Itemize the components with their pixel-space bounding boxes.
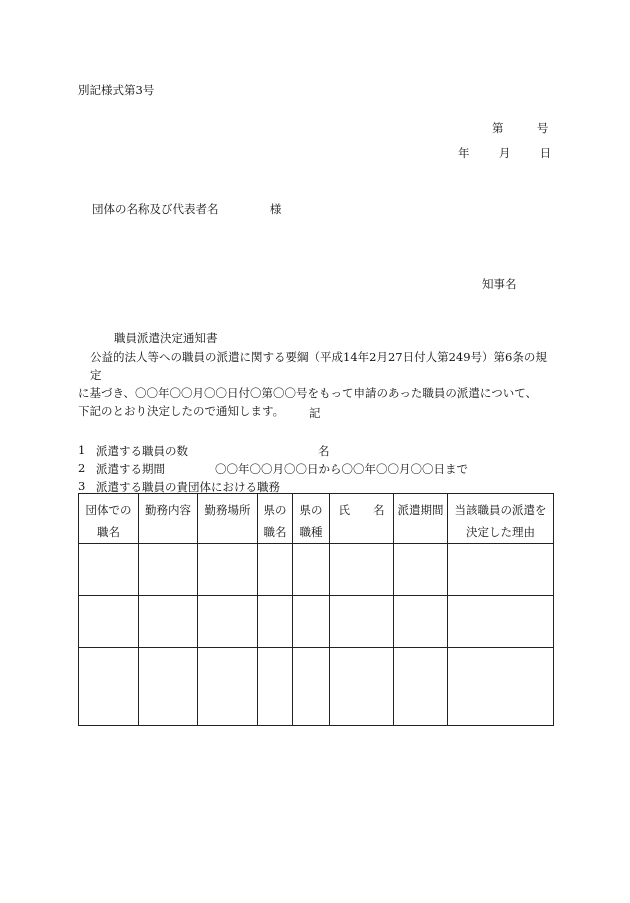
item-3 (78, 479, 280, 494)
table-row (79, 544, 554, 596)
table-cell (293, 544, 330, 596)
header-line-1: 勤務場所 (204, 503, 251, 517)
date-day: 日 (539, 146, 552, 160)
table-cell (198, 544, 258, 596)
doc-number (492, 120, 548, 136)
table-cell (79, 544, 139, 596)
table-cell (448, 596, 554, 648)
header-cell (293, 494, 330, 544)
table-row (79, 596, 554, 648)
table-cell (330, 596, 394, 648)
table-cell (198, 596, 258, 648)
date-year: 年 (458, 146, 470, 160)
table-cell (139, 596, 198, 648)
header-line-1: 県の (299, 503, 323, 517)
header-line-1: 氏 名 (338, 503, 385, 517)
table-cell (293, 596, 330, 648)
table-cell (79, 648, 139, 726)
item-2 (78, 461, 468, 476)
table-cell (448, 544, 554, 596)
doc-number-suffix: 号 (536, 121, 549, 135)
header-line-1: 勤務内容 (145, 503, 191, 517)
table-cell (293, 648, 330, 726)
table-cell (258, 596, 293, 648)
table-cell (448, 648, 554, 726)
body-line-2: に基づき、〇〇年〇〇月〇〇日付〇第〇〇号をもって申請のあった職員の派遣について、 (78, 386, 537, 400)
date-line (458, 145, 551, 161)
header-line-2: 決定した理由 (466, 525, 535, 539)
header-line-2: 職名 (263, 525, 287, 539)
item-3-label: 派遣する職員の貴団体における職務 (96, 480, 280, 494)
body-line-1: 公益的法人等への職員の派遣に関する要綱（平成14年2月27日付人第249号）第6条の規定 (90, 350, 547, 382)
header-line-1: 派遣期間 (397, 503, 444, 517)
table-cell (139, 544, 198, 596)
item-1 (78, 443, 330, 458)
header-cell (330, 494, 394, 544)
header-line-1: 当該職員の派遣を (454, 503, 547, 517)
item-2-value: 〇〇年〇〇月〇〇日から〇〇年〇〇月〇〇日まで (215, 462, 468, 476)
table-row (79, 648, 554, 726)
table-cell (394, 544, 448, 596)
table-cell (394, 596, 448, 648)
doc-number-prefix: 第 (492, 121, 504, 135)
date-month: 月 (498, 146, 511, 160)
header-line-1: 団体での (85, 503, 132, 517)
sender-name: 知事名 (482, 277, 517, 291)
table-header-row (79, 494, 554, 544)
table-cell (330, 544, 394, 596)
addressee-honorific: 様 (269, 202, 282, 216)
header-cell (139, 494, 198, 544)
item-1-label: 派遣する職員の数 (96, 444, 188, 458)
addressee-label: 団体の名称及び代表者名 (92, 202, 219, 216)
table-cell (330, 648, 394, 726)
header-line-2: 職種 (299, 525, 323, 539)
table-cell (258, 648, 293, 726)
document-title: 職員派遣決定通知書 (114, 331, 218, 345)
header-cell (198, 494, 258, 544)
header-cell (448, 494, 554, 544)
duties-table (78, 493, 554, 726)
table-cell (258, 544, 293, 596)
body-line-3: 下記のとおり決定したので通知します。 (78, 404, 285, 418)
item-2-label: 派遣する期間 (96, 462, 165, 476)
header-line-1: 県の (263, 503, 287, 517)
item-1-num: 1 (78, 443, 86, 457)
header-cell (394, 494, 448, 544)
ki-mark: 記 (309, 406, 321, 420)
item-2-num: 2 (78, 461, 86, 475)
header-cell (79, 494, 139, 544)
addressee (92, 201, 281, 217)
table-cell (79, 596, 139, 648)
header-cell (258, 494, 293, 544)
item-3-num: 3 (78, 479, 86, 493)
table-cell (139, 648, 198, 726)
table-cell (198, 648, 258, 726)
table-cell (394, 648, 448, 726)
item-1-value: 名 (318, 444, 330, 458)
form-number: 別記様式第3号 (78, 83, 155, 97)
header-line-2: 職名 (97, 525, 120, 539)
